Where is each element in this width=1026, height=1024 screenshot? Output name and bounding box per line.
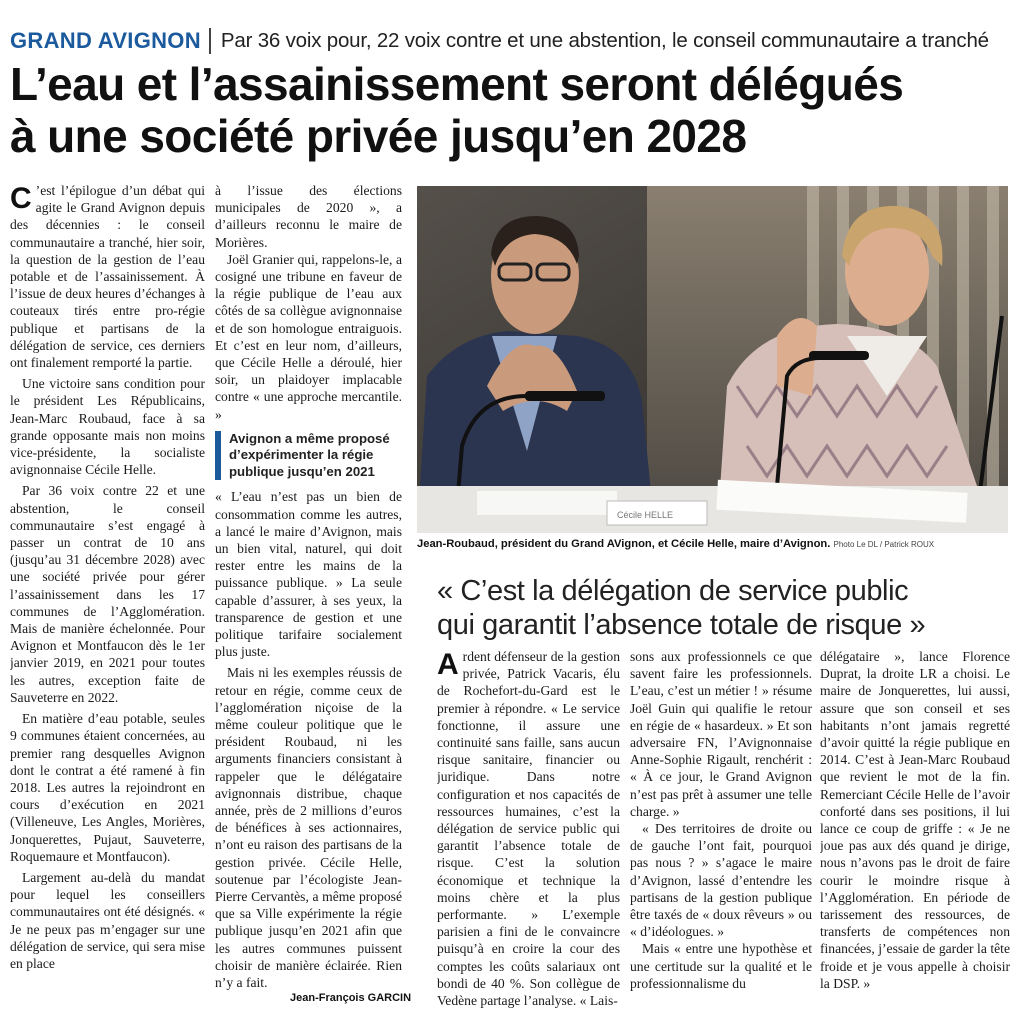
- paragraph: Par 36 voix contre 22 et une abstention, le conseil communautaire s’est engagé à passer un contrat de 10 ans (jusqu’au 31 décembre 2028) avec une société privée pour gérer l’assainissement dans les 17 communes de l’Agglomération. Mais de manière échelonnée. Pour Avignon et Montfaucon dès le 1er janvier 2019, en 2021 pour toutes les autres, exception faite de Sauveterre en 2022.: [10, 483, 205, 705]
- paragraph: En matière d’eau potable, seules 9 communes étaient concernées, au premier rang desquelles Avignon dont le contrat a été ramené à fin 2018. Les autres la rejoindront en cours d’exécution en 2021 (Villeneuve, Les Angles, Morières, Jonquerettes, Pujaut, Sauveterre, Roquemaure et Montfaucon).: [10, 711, 205, 864]
- paragraph: « Des territoires de droite ou de gauche l’ont fait, pourquoi pas nous ? » s’agace le maire d’Avignon, lassé d’entendre les partisans de la gestion publique être taxés de « doux rêveurs » ou « d’idéologues. »: [630, 821, 812, 940]
- nameplate-text: Cécile HELLE: [617, 510, 674, 520]
- section-label: GRAND AVIGNON: [10, 28, 201, 53]
- photo-credit: Photo Le DL / Patrick ROUX: [833, 540, 935, 549]
- photo-illustration: [417, 186, 1008, 533]
- paragraph: Joël Granier qui, rappelons-le, a cosigné une tribune en faveur de la régie publique de l’eau aux côtés de sa collègue avignonnaise et de son homologue entraiguois. Et c’est en leur nom, d’ailleurs, que Cécile Helle a déroulé, hier soir, un plaidoyer implacable contre « une approche mercantile. »: [215, 251, 402, 422]
- kicker-bar: [10, 24, 1016, 58]
- pull-quote: [437, 574, 1017, 642]
- paragraph-text: rdent défenseur de la gestion privée, Patrick Vacaris, élu de Rochefort-du-Gard est le premier à répondre. « Le service fonctionne, il assure une continuité sans faille, sans aucun risque sanitaire, financier ou juridique. Dans notre configuration et nos capacités de ressources humaines, c’est la délégation de service public qui garantit l’absence totale de risque. C’est la solution économique et technique la moins chère et la plus performante. » L’exemple parisien a fini de le convaincre puisqu’à en croire la cour des comptes les coûts salariaux ont bondi de 40 %. Son collègue de Vedène partage l’analyse. « Lais-: [437, 649, 620, 1008]
- paragraph: « L’eau n’est pas un bien de consommation comme les autres, a lancé le maire d’Avignon, mais un bien vital, naturel, qui doit rester entre les mains de la puissance publique. » La seule capable d’assurer, à ses yeux, la transparence de gestion et une politique tarifaire socialement plus juste.: [215, 489, 402, 660]
- paragraph: à l’issue des élections municipales de 2020 », a d’ailleurs reconnu le maire de Morières.: [215, 183, 402, 250]
- caption-text: Jean-Roubaud, président du Grand AVignon, et Cécile Helle, maire d’Avignon.: [417, 538, 831, 550]
- pull-quote-line-2: qui garantit l’absence totale de risque »: [437, 609, 926, 641]
- article-headline: [10, 58, 1020, 162]
- paragraph: Mais « entre une hypothèse et une certitude sur la qualité et le professionnalisme du: [630, 941, 812, 991]
- paragraph-text: ’est l’épilogue d’un débat qui agite le Grand Avignon depuis des décennies : le conseil communautaire a tranché, hier soir, la question de la gestion de l’eau potable et de l’assainissement. À l’issue de deux heures d’échanges à couteaux tirés entre pro-régie publique et partisans de la délégation de service, ces derniers ont finalement remporté la partie.: [10, 183, 205, 371]
- kicker-text: Par 36 voix pour, 22 voix contre et une abstention, le conseil communautaire a tranché: [220, 29, 989, 52]
- article-column-5: [820, 648, 1010, 1008]
- drop-cap: A: [437, 648, 459, 681]
- intertitle: Avignon a même proposé d’expérimenter la régie publique jusqu’en 2021: [215, 431, 402, 481]
- paragraph: [10, 182, 205, 371]
- article-photo: [417, 186, 1008, 533]
- kicker-divider: [209, 28, 211, 54]
- article-column-4: [630, 648, 812, 1008]
- paragraph: Mais ni les exemples réussis de retour en régie, comme ceux de l’agglomération niçoise de la même couleur politique que le président Roubaud, ni les arguments financiers consistant à rappeler que le délégataire avignonnais distribue, chaque année, près de 2 millions d’euros de bénéfices à ses actionnaires, n’ont eu raison des partisans de la gestion privée. Cécile Helle, soutenue par l’écologiste Jean-Pierre Cervantès, a même proposé que sa Ville expérimente la régie publique jusqu’en 2021 afin que les autres communes puissent choisir de manière éclairée. Rien n’y a fait.: [215, 665, 402, 991]
- article-column-1: [10, 182, 205, 1012]
- article-column-3: [437, 648, 620, 1008]
- pull-quote-line-1: « C’est la délégation de service public: [437, 575, 909, 607]
- paragraph: sons aux professionnels ce que savent faire les professionnels. L’eau, c’est un métier ! » résume Joël Guin qui qualifie le retour en régie de « hasardeux. » Et son adversaire FN, l’Avignonnaise Anne-Sophie Rigault, renchérit : « À ce jour, le Grand Avignon n’est pas prêt à assumer une telle charge. »: [630, 649, 812, 819]
- paragraph: [437, 648, 620, 1008]
- headline-line-1: L’eau et l’assainissement seront délégués: [10, 58, 904, 110]
- drop-cap: C: [10, 182, 32, 215]
- paragraph: Une victoire sans condition pour le président Les Républicains, Jean-Marc Roubaud, face à sa grande opposante mais non moins vice-présidente, la socialiste avignonnaise Cécile Helle.: [10, 376, 205, 478]
- article-column-2: [215, 182, 402, 1012]
- byline: Jean-François GARCIN: [290, 992, 412, 1004]
- headline-line-2: à une société privée jusqu’en 2028: [10, 110, 747, 162]
- paragraph: délégataire », lance Florence Duprat, la droite LR a choisi. Le maire de Jonquerettes, lui aussi, assure que son conseil et ses habitants n’ont jamais regretté d’avoir quitté la régie publique en 2014. C’est à Jean-Marc Roubaud que revient le mot de la fin. Remerciant Cécile Helle de l’avoir conforté dans ses positions, il lui lance ce coup de griffe : « Je ne joue pas aux dés quand je dirige, nous n’avons pas le droit de faire courir le moindre risque à l’Agglomération. En période de tarissement des ressources, de transferts de compétences non financées, j’essaie de garder la tête froide et je vous appelle à choisir la DSP. »: [820, 649, 1010, 991]
- photo-caption: [417, 538, 1012, 550]
- paragraph: Largement au-delà du mandat pour lequel les conseillers communautaires ont été désignés. « Je ne peux pas m’engager sur une délégation de service, qui sera mise en place: [10, 869, 205, 971]
